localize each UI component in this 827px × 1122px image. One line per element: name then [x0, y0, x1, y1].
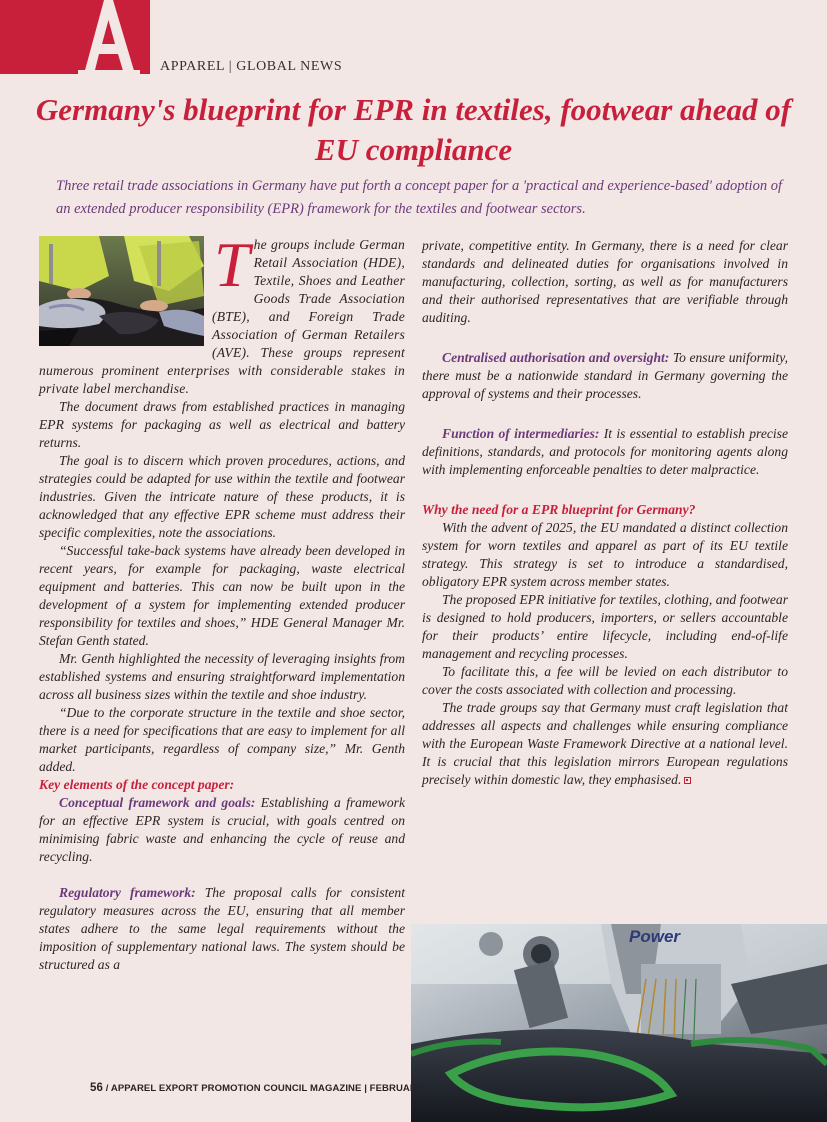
- paragraph: Mr. Genth highlighted the necessity of leveraging insights from established systems and ensuring straightforward implementation across all business sizes within the textile and shoe industry.: [39, 651, 405, 702]
- page-footer: [90, 1082, 423, 1094]
- paragraph: “Due to the corporate structure in the textile and shoe sector, there is a need for specifications that are easy to implement for all market participants, regardless of company size,” Mr. Genth added.: [39, 705, 405, 774]
- right-column: [422, 237, 788, 789]
- page-number: 56: [90, 1082, 103, 1094]
- end-of-article-icon: [684, 777, 691, 784]
- paragraph: To facilitate this, a fee will be levied on each distributor to cover the costs associated with collection and processing.: [422, 664, 788, 697]
- paragraph: With the advent of 2025, the EU mandated a distinct collection system for worn textiles and apparel as part of its EU textile strategy. This strategy is set to introduce a standardised, obligatory EPR system across member states.: [422, 520, 788, 589]
- article-standfirst: Three retail trade associations in Germany have put forth a concept paper for a 'practical and experience-based' adoption of an extended producer responsibility (EPR) framework for the textiles and footwear sectors.: [56, 178, 782, 217]
- paragraph-text: The trade groups say that Germany must craft legislation that addresses all aspects and challenges while ensuring compliance with the European Waste Framework Directive at a national level. It is crucial that this legislation mirrors European regulations precisely within domestic law, they emphasised.: [422, 700, 788, 787]
- key-element-text: Establishing a framework for an effective EPR system is crucial, with goals centred on minimising fabric waste and enhancing the cycle of reuse and recycling.: [39, 795, 405, 864]
- paragraph: The document draws from established practices in managing EPR systems for packaging as well as electrical and battery returns.: [39, 399, 405, 450]
- machine-brand-text: Power: [629, 927, 681, 946]
- article-headline: Germany's blueprint for EPR in textiles, footwear ahead of EU compliance: [35, 92, 792, 167]
- footer-text: / APPAREL EXPORT PROMOTION COUNCIL MAGAZINE | FEBRUARY: [103, 1083, 423, 1094]
- section-label: APPAREL | GLOBAL NEWS: [160, 59, 343, 74]
- subheading: Why the need for a EPR blueprint for Germany?: [422, 502, 696, 517]
- logo-a-icon: [0, 0, 150, 74]
- key-element-label: Conceptual framework and goals:: [59, 795, 256, 810]
- key-element-label: Regulatory framework:: [59, 885, 196, 900]
- right-photo-embroidery-machine: [411, 924, 827, 1122]
- subheading: Key elements of the concept paper:: [39, 777, 235, 792]
- paragraph: he groups include German Retail Association (HDE), Textile, Shoes and Leather Goods Trade Association (BTE), and Foreign Trade Association of German Retailers (AVE). These groups represent numerous prominent enterprises with considerable stakes in private label merchandise.: [39, 237, 405, 396]
- paragraph: [422, 699, 788, 789]
- key-element-paragraph: [39, 794, 405, 866]
- left-photo-workers-sorting-textiles: [39, 236, 204, 346]
- key-element-paragraph: [422, 349, 788, 403]
- key-element-text: To ensure uniformity, there must be a nationwide standard in Germany governing the approval of systems and their processes.: [422, 350, 788, 401]
- paragraph: private, competitive entity. In Germany, there is a need for clear standards and delineated duties for organisations involved in manufacturing, collection, sorting, as well as for manufacturers and their authorised representatives that are verifiable through auditing.: [422, 238, 788, 325]
- magazine-logo: [0, 0, 150, 74]
- key-element-text: It is essential to establish precise definitions, standards, and protocols for monitoring agents along with implementing enforceable penalties to deter malpractice.: [422, 426, 788, 477]
- left-column: [39, 229, 405, 974]
- key-element-paragraph: [39, 884, 405, 974]
- key-element-label: Centralised authorisation and oversight:: [442, 350, 670, 365]
- key-element-label: Function of intermediaries:: [442, 426, 600, 441]
- drop-cap: T: [214, 229, 250, 300]
- paragraph: The goal is to discern which proven procedures, actions, and strategies could be adapted for use within the textile and footwear industries. Given the intricate nature of these products, it is acknowledged that any effective EPR scheme must address their specific complexities, note the associations.: [39, 453, 405, 540]
- key-element-text: The proposal calls for consistent regulatory measures across the EU, ensuring that all member states adhere to the same legal requirements without the imposition of supplementary national laws. The system should be structured as a: [39, 885, 405, 972]
- paragraph: The proposed EPR initiative for textiles, clothing, and footwear is designed to hold producers, importers, or sellers accountable for their products’ entire lifecycle, including end-of-life management and recycling processes.: [422, 592, 788, 661]
- key-element-paragraph: [422, 425, 788, 479]
- paragraph: “Successful take-back systems have already been developed in recent years, for example for packaging, waste electrical equipment and batteries. This can now be built upon in the development of a system for implementing extended producer responsibility for textiles and shoes,” HDE General Manager Mr. Stefan Genth stated.: [39, 543, 405, 648]
